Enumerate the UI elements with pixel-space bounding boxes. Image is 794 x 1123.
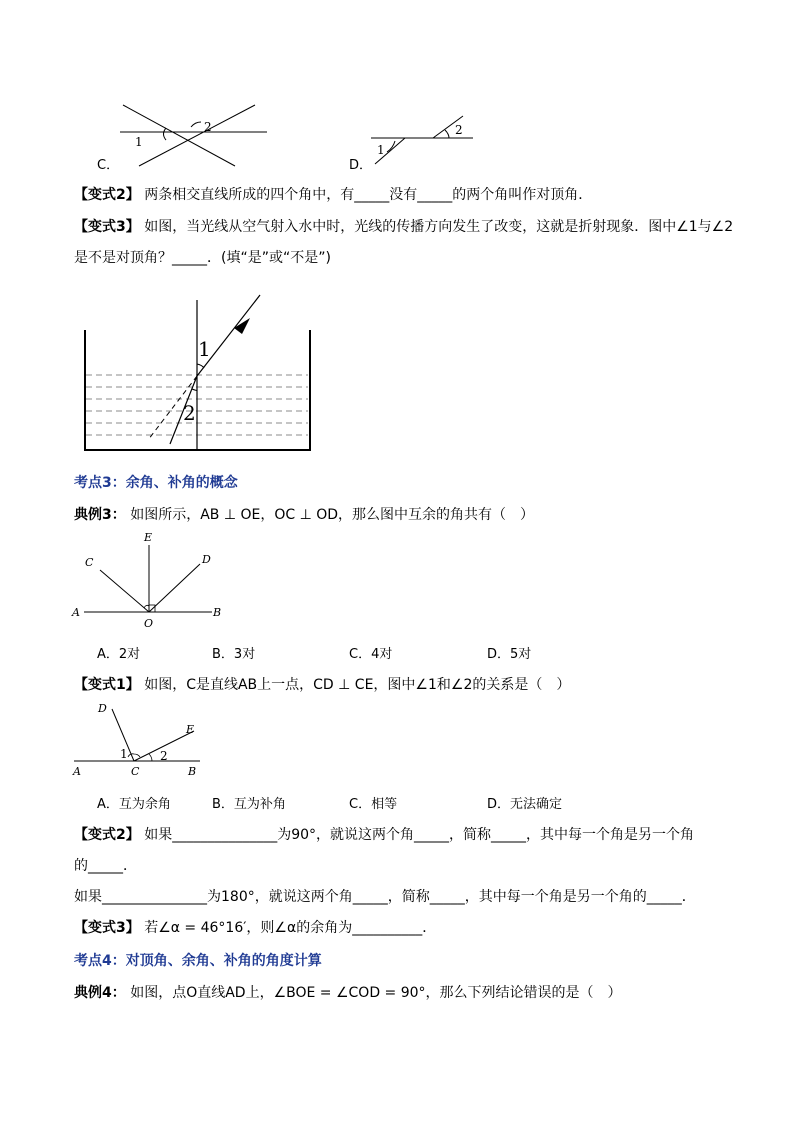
- angle-label-1: 1: [377, 143, 385, 157]
- question-tag: 【变式2】: [74, 187, 140, 203]
- angle-label-2: 2: [160, 749, 168, 763]
- question-tag: 【变式3】: [74, 219, 140, 235]
- bianshi2-a-question: [74, 185, 592, 205]
- angle-label-2: 2: [204, 120, 212, 134]
- section-heading-kaodian3: 考点3：余角、补角的概念: [74, 475, 238, 491]
- bianshi1-option-a[interactable]: A．互为余角: [97, 797, 171, 812]
- point-label-b: B: [188, 765, 197, 778]
- dianli3-figure: [70, 530, 230, 630]
- option-d-label: D．: [349, 158, 373, 173]
- question-text: 两条相交直线所成的四个角中，有_____没有_____的两个角叫作对顶角．: [144, 187, 593, 203]
- point-label-d: D: [202, 553, 211, 566]
- angle-label-2: 2: [455, 123, 463, 137]
- bianshi2-b-line2: 的_____．: [74, 858, 137, 874]
- bianshi2-b-line3: 如果_______________为180°，就说这两个角_____，简称_____，其中每一个角是另一个角的_____．: [74, 889, 696, 905]
- bianshi1-figure: [70, 697, 210, 782]
- angle-label-1: 1: [120, 747, 128, 761]
- question-tag: 典例4：: [74, 985, 126, 1001]
- question-tag: 【变式2】: [74, 827, 140, 843]
- bianshi2-b-line1: [74, 825, 694, 845]
- question-text: 如图，当光线从空气射入水中时，光线的传播方向发生了改变，这就是折射现象．图中∠1与∠2: [144, 219, 734, 235]
- point-label-c: C: [85, 556, 94, 569]
- question-tag: 【变式1】: [74, 677, 140, 693]
- angle-label-2: 2: [183, 401, 196, 425]
- point-label-o: O: [144, 617, 154, 630]
- point-label-a: A: [72, 606, 80, 619]
- point-label-d: D: [98, 702, 107, 715]
- angle-label-1: 1: [135, 135, 143, 149]
- question-text: 如图，C是直线AB上一点，CD ⊥ CE，图中∠1和∠2的关系是（ ）: [144, 677, 571, 693]
- point-label-e: E: [144, 531, 153, 544]
- refraction-figure: [80, 290, 320, 460]
- dianli3-option-d[interactable]: D．5对: [487, 647, 532, 662]
- bianshi1-option-c[interactable]: C．相等: [349, 797, 398, 812]
- question-text: 如图所示，AB ⊥ OE，OC ⊥ OD，那么图中互余的角共有（ ）: [130, 507, 535, 523]
- question-text: 如图，点O直线AD上，∠BOE = ∠COD = 90°，那么下列结论错误的是（ ）: [130, 985, 622, 1001]
- dianli3-option-b[interactable]: B．3对: [212, 647, 256, 662]
- point-label-c: C: [131, 765, 140, 778]
- section-heading-kaodian4: 考点4：对顶角、余角、补角的角度计算: [74, 953, 322, 969]
- question-text: 若∠α = 46°16′，则∠α的余角为__________．: [144, 920, 437, 936]
- option-c-label: C．: [97, 158, 120, 173]
- dianli3-option-a[interactable]: A．2对: [97, 647, 141, 662]
- bianshi1-b-question: [74, 675, 570, 695]
- dianli4-question: [74, 983, 622, 1003]
- point-label-e: E: [186, 723, 195, 736]
- point-label-b: B: [213, 606, 222, 619]
- bianshi3-a-line1: [74, 217, 733, 237]
- bianshi3-b-question: [74, 918, 436, 938]
- angle-label-1: 1: [198, 337, 211, 361]
- figure-option-d: [365, 110, 485, 170]
- bianshi1-option-b[interactable]: B．互为补角: [212, 797, 286, 812]
- question-tag: 典例3：: [74, 507, 126, 523]
- question-tag: 【变式3】: [74, 920, 140, 936]
- figure-option-c: [115, 100, 275, 170]
- bianshi1-option-d[interactable]: D．无法确定: [487, 797, 563, 812]
- question-text: 如果_______________为90°，就说这两个角_____，简称_____，其中每一个角是另一个角: [144, 827, 695, 843]
- dianli3-question: [74, 505, 534, 525]
- dianli3-option-c[interactable]: C．4对: [349, 647, 393, 662]
- point-label-a: A: [73, 765, 81, 778]
- bianshi3-a-line2: 是不是对顶角？_____．(填“是”或“不是”): [74, 250, 331, 266]
